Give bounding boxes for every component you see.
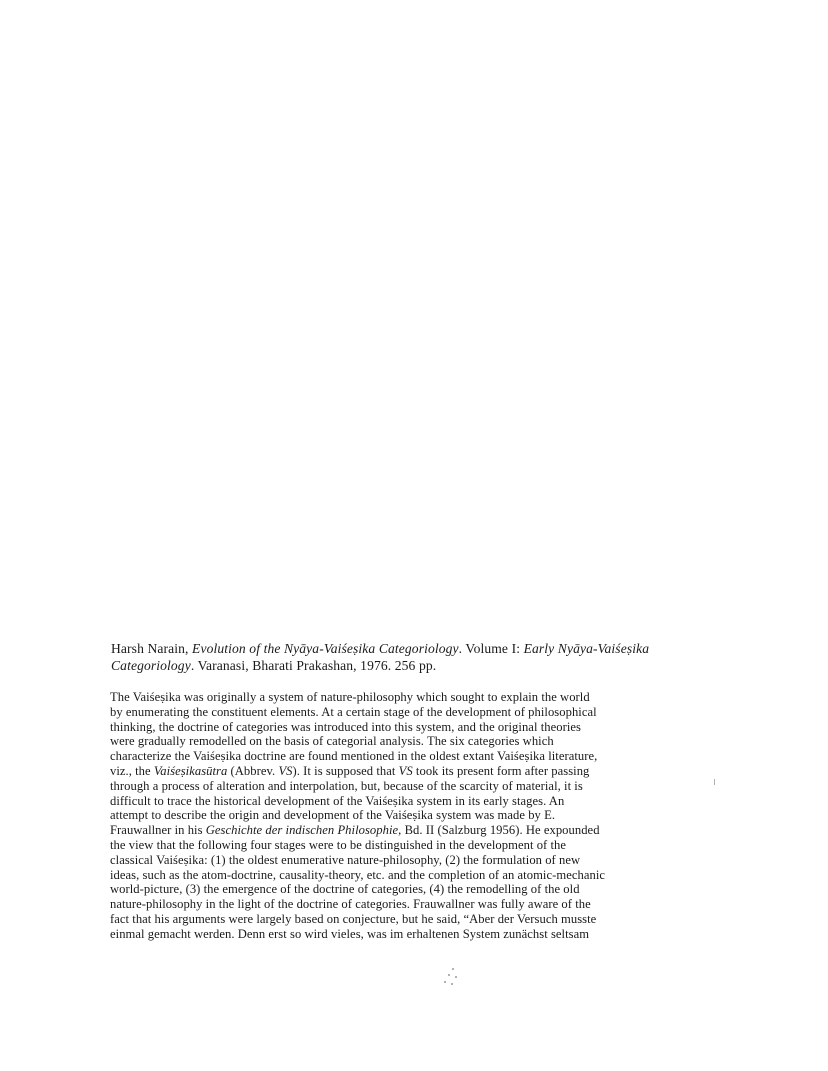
body-line: thinking, the doctrine of categories was introduced into this system, and the original theories — [110, 719, 581, 734]
body-text-run: ). It is supposed that — [292, 763, 399, 778]
body-line — [110, 823, 725, 838]
volume-title-part-2: Categoriology — [111, 658, 191, 673]
body-text-run: took its present form after passing — [412, 763, 590, 778]
scan-speck — [440, 968, 462, 986]
body-text-run: Frauwallner in his — [110, 823, 206, 838]
body-line: The Vaiśeṣika was originally a system of nature-philosophy which sought to explain the world — [110, 690, 590, 704]
body-text-run: (Abbrev. — [227, 763, 279, 778]
italic-title: Vaiśeṣikasūtra — [153, 763, 228, 778]
body-line: were gradually remodelled on the basis of categorial analysis. The six categories which — [110, 734, 554, 749]
author-name: Harsh Narain, — [111, 641, 193, 656]
book-title: Evolution of the Nyāya-Vaiśeṣika Categoriology — [192, 641, 459, 656]
body-line: classical Vaiśeṣika: (1) the oldest enumerative nature-philosophy, (2) the formulation of new — [110, 852, 581, 867]
publication-details: . Varanasi, Bharati Prakashan, 1976. 256 pp. — [190, 658, 437, 673]
body-text-run: , Bd. II (Salzburg 1956). He expounded — [398, 823, 600, 838]
body-line: through a process of alteration and interpolation, but, because of the scarcity of material, it is — [110, 778, 583, 793]
body-line: world-picture, (3) the emergence of the doctrine of categories, (4) the remodelling of the old — [110, 882, 580, 897]
citation-line-1 — [111, 640, 721, 657]
volume-title-part-1: Early Nyāya-Vaiśeṣika — [523, 641, 650, 656]
italic-title: Geschichte der indischen Philosophie — [205, 823, 399, 838]
citation-line-2 — [111, 657, 721, 674]
book-citation — [111, 640, 721, 674]
body-line: ideas, such as the atom-doctrine, causality-theory, etc. and the completion of an atomic-mechanic — [110, 867, 606, 882]
body-line: fact that his arguments were largely based on conjecture, but he said, “Aber der Versuch musste — [110, 911, 597, 926]
body-line: characterize the Vaiśeṣika doctrine are found mentioned in the oldest extant Vaiśeṣika literature, — [110, 749, 598, 764]
body-line: nature-philosophy in the light of the doctrine of categories. Frauwallner was fully aware of the — [110, 897, 591, 912]
body-line: the view that the following four stages were to be distinguished in the development of the — [110, 837, 567, 852]
body-line: attempt to describe the origin and development of the Vaiśeṣika system was made by E. — [110, 808, 556, 823]
scan-mark — [714, 779, 715, 785]
review-body-paragraph — [110, 690, 725, 942]
body-line: einmal gemacht werden. Denn erst so wird vieles, was im erhaltenen System zunächst seltsam — [110, 926, 590, 941]
body-text-run: viz., the — [110, 763, 154, 778]
body-line: difficult to trace the historical development of the Vaiśeṣika system in its early stages. An — [110, 793, 565, 808]
body-line — [110, 764, 725, 779]
body-line: by enumerating the constituent elements. At a certain stage of the development of philosophical — [110, 704, 597, 719]
italic-abbrev: VS — [398, 763, 413, 778]
volume-label: . Volume I: — [458, 641, 524, 656]
italic-abbrev: VS — [278, 763, 293, 778]
